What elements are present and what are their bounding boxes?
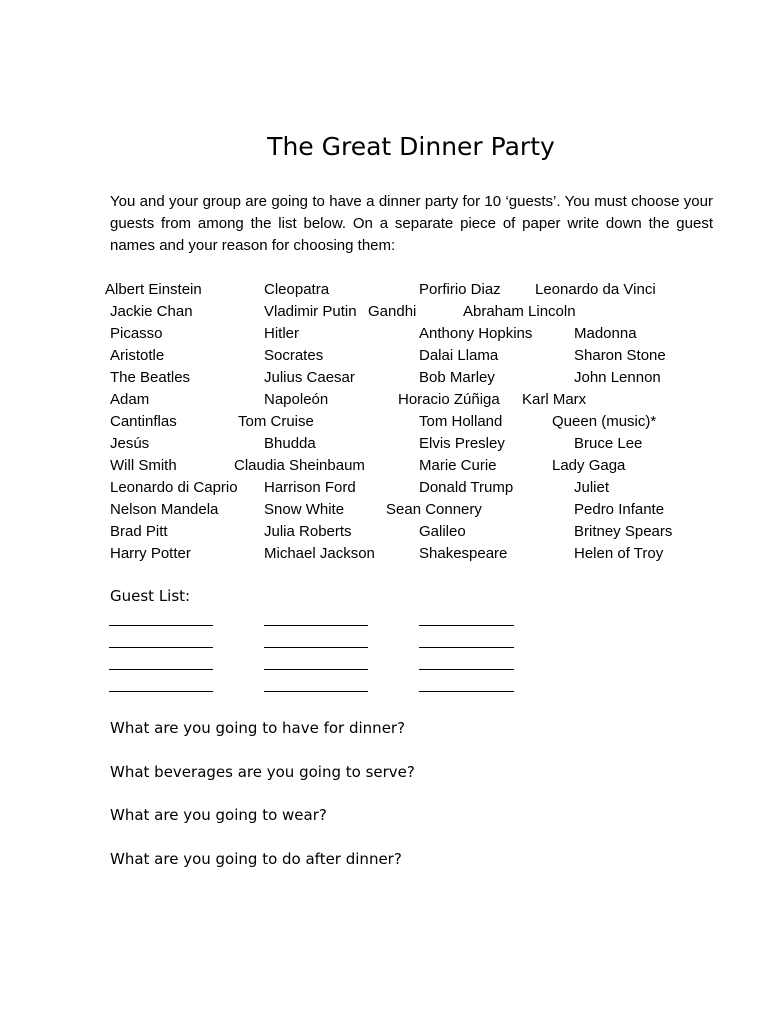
guest-blank-line[interactable] (109, 691, 213, 692)
guest-option: Madonna (574, 325, 637, 342)
guest-option: Albert Einstein (105, 281, 202, 298)
guest-option: Abraham Lincoln (463, 303, 576, 320)
guest-option: Will Smith (110, 457, 177, 474)
guest-option: Horacio Zúñiga (398, 391, 500, 408)
guest-option: Adam (110, 391, 150, 408)
guest-option: Britney Spears (574, 523, 673, 540)
guest-option: Aristotle (110, 347, 165, 364)
guest-option: Snow White (264, 501, 345, 518)
guest-option: Claudia Sheinbaum (234, 457, 365, 474)
guest-blank-line[interactable] (419, 625, 514, 626)
guest-option: Gandhi (368, 303, 417, 320)
guest-option: Karl Marx (522, 391, 587, 408)
guest-option: Tom Holland (419, 413, 503, 430)
guest-option: Nelson Mandela (110, 501, 219, 518)
guest-option: John Lennon (574, 369, 661, 386)
guest-option: Porfirio Diaz (419, 281, 501, 298)
guest-option: Cantinflas (110, 413, 177, 430)
guest-blank-line[interactable] (264, 691, 368, 692)
guest-option: Socrates (264, 347, 324, 364)
guest-blank-line[interactable] (419, 691, 514, 692)
guest-blank-line[interactable] (109, 625, 213, 626)
guest-option: The Beatles (110, 369, 191, 386)
guest-list-label: Guest List: (110, 587, 191, 605)
guest-option: Pedro Infante (574, 501, 665, 518)
guest-blank-line[interactable] (264, 669, 368, 670)
guest-option: Bob Marley (419, 369, 495, 386)
guest-option: Leonardo da Vinci (535, 281, 656, 298)
guest-option: Marie Curie (419, 457, 497, 474)
guest-option: Vladimir Putin (264, 303, 357, 320)
guest-option: Galileo (419, 523, 466, 540)
guest-option: Juliet (574, 479, 610, 496)
guest-option: Picasso (110, 325, 163, 342)
guest-option: Elvis Presley (419, 435, 505, 452)
guest-option: Harrison Ford (264, 479, 356, 496)
guest-option: Bhudda (264, 435, 316, 452)
guest-option: Napoleón (264, 391, 329, 408)
guest-option: Sean Connery (386, 501, 482, 518)
guest-option: Tom Cruise (238, 413, 314, 430)
guest-option: Sharon Stone (574, 347, 666, 364)
guest-option: Donald Trump (419, 479, 514, 496)
guest-blank-line[interactable] (419, 647, 514, 648)
guest-option: Julius Caesar (264, 369, 355, 386)
guest-blank-line[interactable] (109, 647, 213, 648)
guest-blank-line[interactable] (264, 625, 368, 626)
question-beverages: What beverages are you going to serve? (110, 763, 415, 781)
guest-option: Anthony Hopkins (419, 325, 533, 342)
guest-option: Jesús (110, 435, 150, 452)
guest-option: Harry Potter (110, 545, 191, 562)
guest-option: Dalai Llama (419, 347, 499, 364)
page-title: The Great Dinner Party (267, 132, 555, 161)
guest-blank-line[interactable] (109, 669, 213, 670)
guest-option: Michael Jackson (264, 545, 375, 562)
instructions-paragraph: You and your group are going to have a dinner party for 10 ‘guests’. You must choose your guests from among the list below. On a separate piece of paper write down the guest names and your reason for choosing them: (110, 193, 713, 254)
guest-option: Cleopatra (264, 281, 330, 298)
question-after-dinner: What are you going to do after dinner? (110, 850, 402, 868)
guest-option: Shakespeare (419, 545, 508, 562)
question-wear: What are you going to wear? (110, 806, 327, 824)
guest-option: Jackie Chan (110, 303, 193, 320)
guest-option: Julia Roberts (264, 523, 352, 540)
guest-blank-line[interactable] (264, 647, 368, 648)
guest-option: Helen of Troy (574, 545, 664, 562)
guest-option: Lady Gaga (552, 457, 626, 474)
guest-option: Bruce Lee (574, 435, 643, 452)
question-dinner: What are you going to have for dinner? (110, 719, 406, 737)
guest-option: Queen (music)* (552, 413, 657, 430)
guest-option: Brad Pitt (110, 523, 168, 540)
guest-blank-line[interactable] (419, 669, 514, 670)
guest-option: Hitler (264, 325, 300, 342)
guest-option: Leonardo di Caprio (110, 479, 238, 496)
